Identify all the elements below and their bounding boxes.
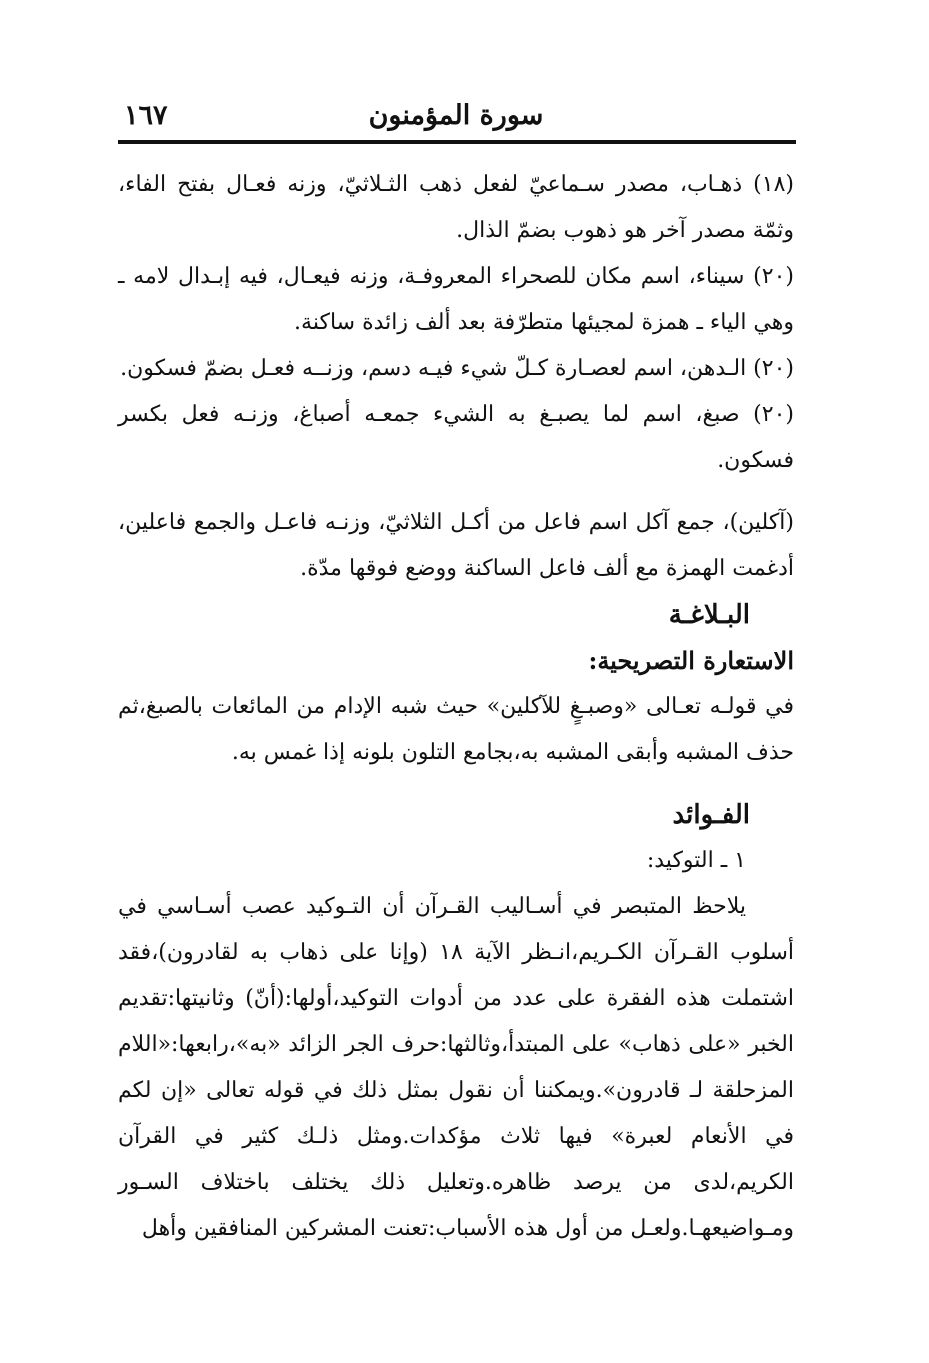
surah-title: سورة المؤمنون: [368, 100, 544, 131]
page-header: [118, 88, 794, 140]
morphology-entry-akilin: (آكلين)، جمع آكل اسم فاعل من أكـل الثلاثيّ، وزنـه فاعـل والجمع فاعلين، أدغمت الهمزة مع ألف فاعل الساكنة ووضع فوقها مدّة.: [118, 510, 794, 581]
page-number: ١٦٧: [124, 100, 168, 131]
morphology-entry-dhahab: (١٨) ذهـاب، مصدر سـماعيّ لفعل ذهب الثـلاثيّ، وزنه فعـال بفتح الفاء، وثمّة مصدر آخر هو ذهوب بضمّ الذال.: [118, 172, 794, 243]
balagha-heading: البـلاغـة: [668, 600, 750, 630]
fawaid-text: يلاحظ المتبصر في أسـاليب القـرآن أن التـوكيد عصب أسـاسي في أسلوب القـرآن الكـريم،انـظر الآية ١٨ (وإنا على ذهاب به لقادرون)،فقد اشتملت هذه الفقرة على عدد من أدوات التوكيد،أولها:(أنّ) وثانيتها:تقديم الخبر «على ذهاب» على المبتدأ،وثالثها:حرف الجر الزائد «به»،رابعها:«اللام المزحلقة لـ قادرون».ويمكننا أن نقول بمثل ذلك في قوله تعالى «إن لكم في الأنعام لعبرة» فيها ثلاث مؤكدات.ومثل ذلـك كثير في القرآن الكريم،لدى من يرصد ظاهره.وتعليل ذلك يختلف باختلاف السـور ومـواضيعهـا.ولعـل من أول هذه الأسباب:تعنت المشركين المنافقين وأهل: [118, 894, 794, 1241]
morphology-entry-sinaa: (٢٠) سيناء، اسم مكان للصحراء المعروفـة، وزنه فيعـال، فيه إبـدال لامه ـ وهي الياء ـ همزة لمجيئها متطرّفة بعد ألف زائدة ساكنة.: [118, 264, 794, 335]
fawaid-item-label: ١ ـ التوكيد:: [646, 848, 746, 873]
balagha-text: في قولـه تعـالى «وصبـغٍ للآكلين» حيث شبه الإدام من المائعات بالصبغ،ثم حذف المشبه وأبقى المشبه به،بجامع التلون بلونه إذا غمس به.: [118, 694, 794, 765]
morphology-entry-duhn: (٢٠) الـدهن، اسم لعصـارة كـلّ شيء فيـه دسم، وزنــه فعـل بضمّ فسكون.: [120, 356, 794, 381]
fawaid-heading: الفـوائد: [672, 800, 750, 830]
istiara-subheading: الاستعارة التصريحية:: [588, 646, 794, 675]
page-body: [118, 162, 794, 1252]
morphology-entry-sibgh: (٢٠) صبغ، اسم لما يصبـغ به الشيء جمعـه أصباغ، وزنـه فعل بكسر فسكون.: [118, 402, 794, 473]
header-divider: [118, 140, 796, 144]
